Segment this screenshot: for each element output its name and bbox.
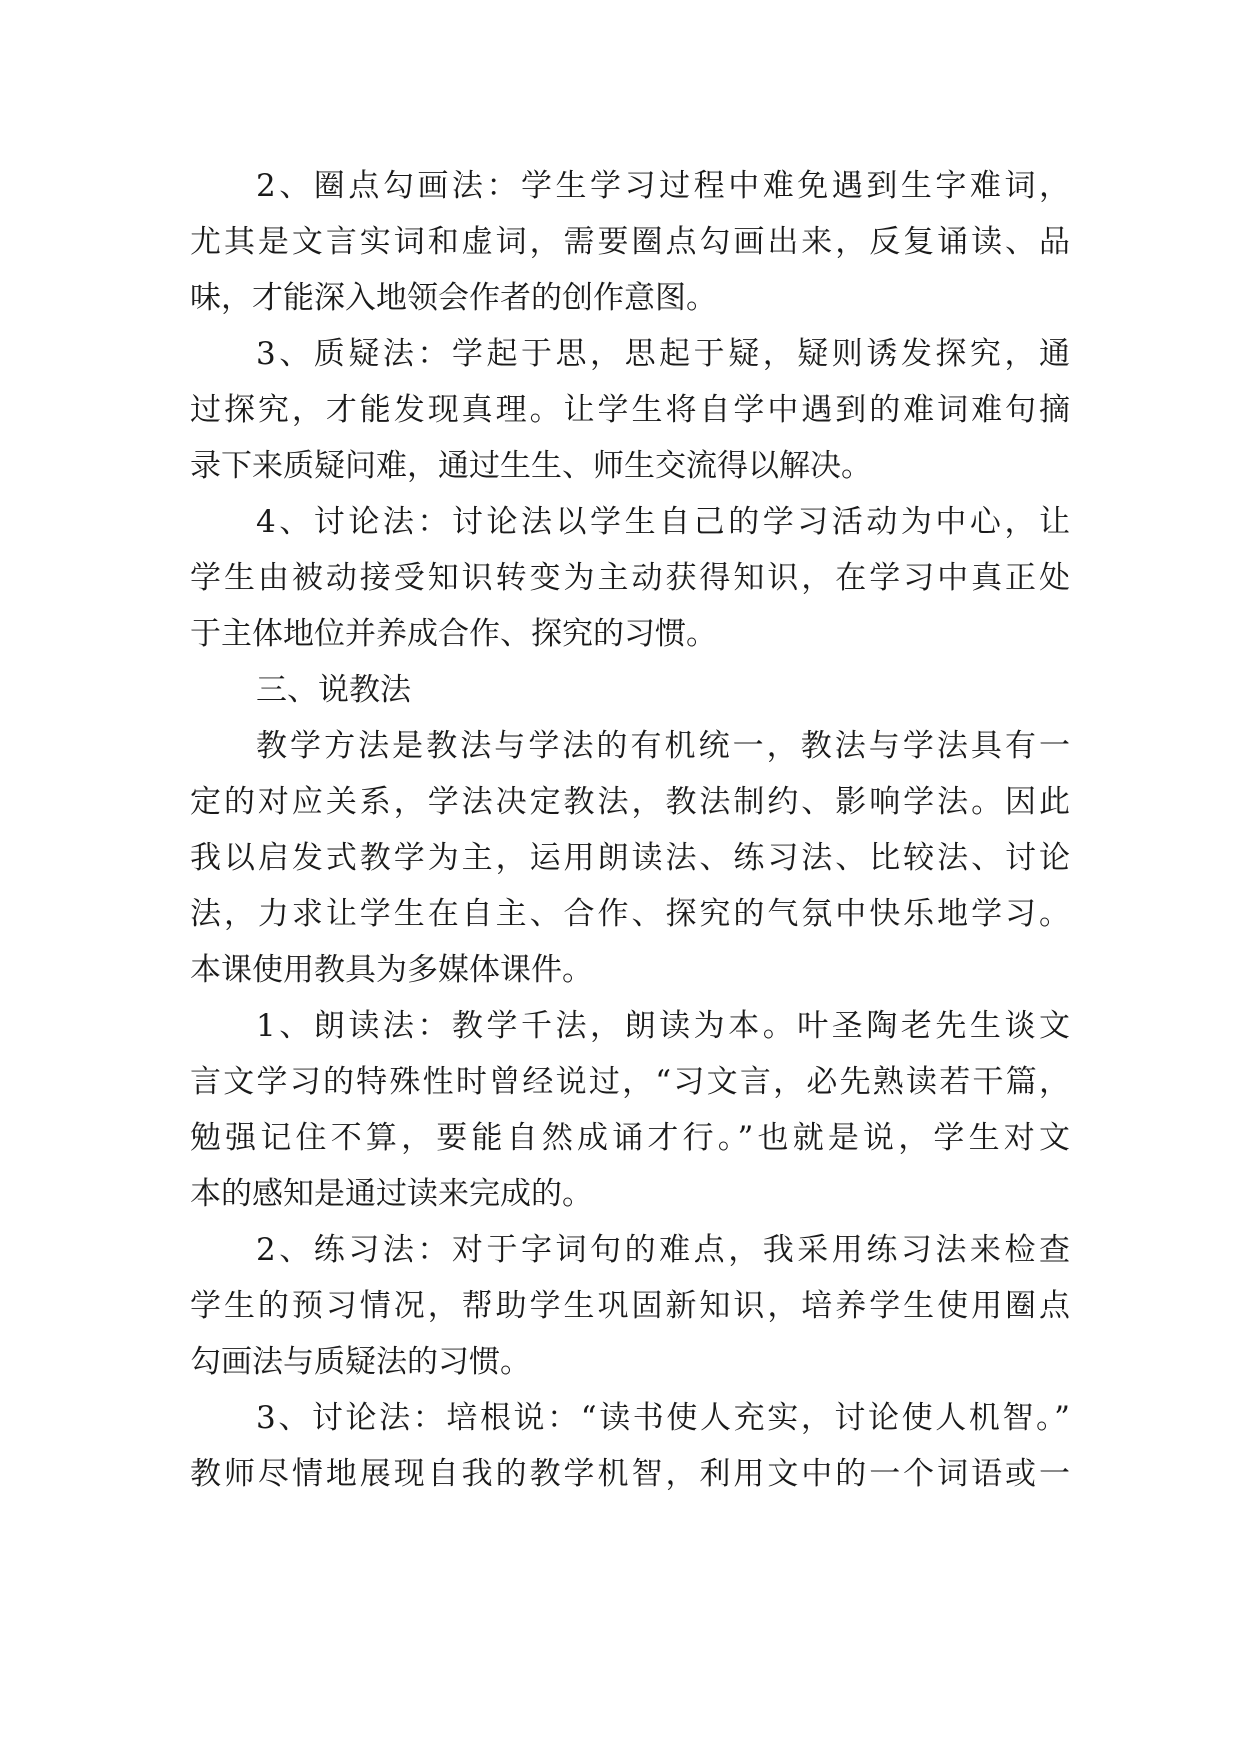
paragraph-line: 2、练习法：对于字词句的难点，我采用练习法来检查 bbox=[256, 1232, 1070, 1268]
paragraph-line: 定的对应关系，学法决定教法，教法制约、影响学法。因此 bbox=[190, 784, 1070, 820]
paragraph-line: 录下来质疑问难，通过生生、师生交流得以解决。 bbox=[190, 448, 872, 484]
paragraph-line: 教师尽情地展现自我的教学机智，利用文中的一个词语或一 bbox=[190, 1456, 1070, 1492]
paragraph-line: 过探究，才能发现真理。让学生将自学中遇到的难词难句摘 bbox=[190, 392, 1070, 428]
paragraph-line: 本的感知是通过读来完成的。 bbox=[190, 1176, 593, 1212]
paragraph-line: 法，力求让学生在自主、合作、探究的气氛中快乐地学习。 bbox=[190, 896, 1070, 932]
paragraph-line: 于主体地位并养成合作、探究的习惯。 bbox=[190, 616, 717, 652]
paragraph-line: 教学方法是教法与学法的有机统一，教法与学法具有一 bbox=[256, 728, 1070, 764]
paragraph-line: 味，才能深入地领会作者的创作意图。 bbox=[190, 280, 717, 316]
paragraph-line: 3、质疑法：学起于思，思起于疑，疑则诱发探究，通 bbox=[256, 336, 1070, 372]
paragraph-line: 1、朗读法：教学千法，朗读为本。叶圣陶老先生谈文 bbox=[256, 1008, 1070, 1044]
paragraph-line: 本课使用教具为多媒体课件。 bbox=[190, 952, 593, 988]
paragraph-line: 尤其是文言实词和虚词，需要圈点勾画出来，反复诵读、品 bbox=[190, 224, 1070, 260]
paragraph-line: 我以启发式教学为主，运用朗读法、练习法、比较法、讨论 bbox=[190, 840, 1070, 876]
paragraph-line: 2、圈点勾画法：学生学习过程中难免遇到生字难词， bbox=[256, 168, 1070, 204]
paragraph-line: 学生由被动接受知识转变为主动获得知识，在学习中真正处 bbox=[190, 560, 1070, 596]
paragraph-line: 勉强记住不算，要能自然成诵才行。”也就是说，学生对文 bbox=[190, 1120, 1070, 1156]
paragraph-line: 4、讨论法：讨论法以学生自己的学习活动为中心，让 bbox=[256, 504, 1070, 540]
paragraph-line: 3、讨论法：培根说：“读书使人充实，讨论使人机智。” bbox=[256, 1400, 1070, 1436]
paragraph-line: 言文学习的特殊性时曾经说过，“习文言，必先熟读若干篇， bbox=[190, 1064, 1070, 1100]
paragraph-line: 学生的预习情况，帮助学生巩固新知识，培养学生使用圈点 bbox=[190, 1288, 1070, 1324]
paragraph-line: 勾画法与质疑法的习惯。 bbox=[190, 1344, 531, 1380]
section-heading: 三、说教法 bbox=[256, 672, 411, 708]
